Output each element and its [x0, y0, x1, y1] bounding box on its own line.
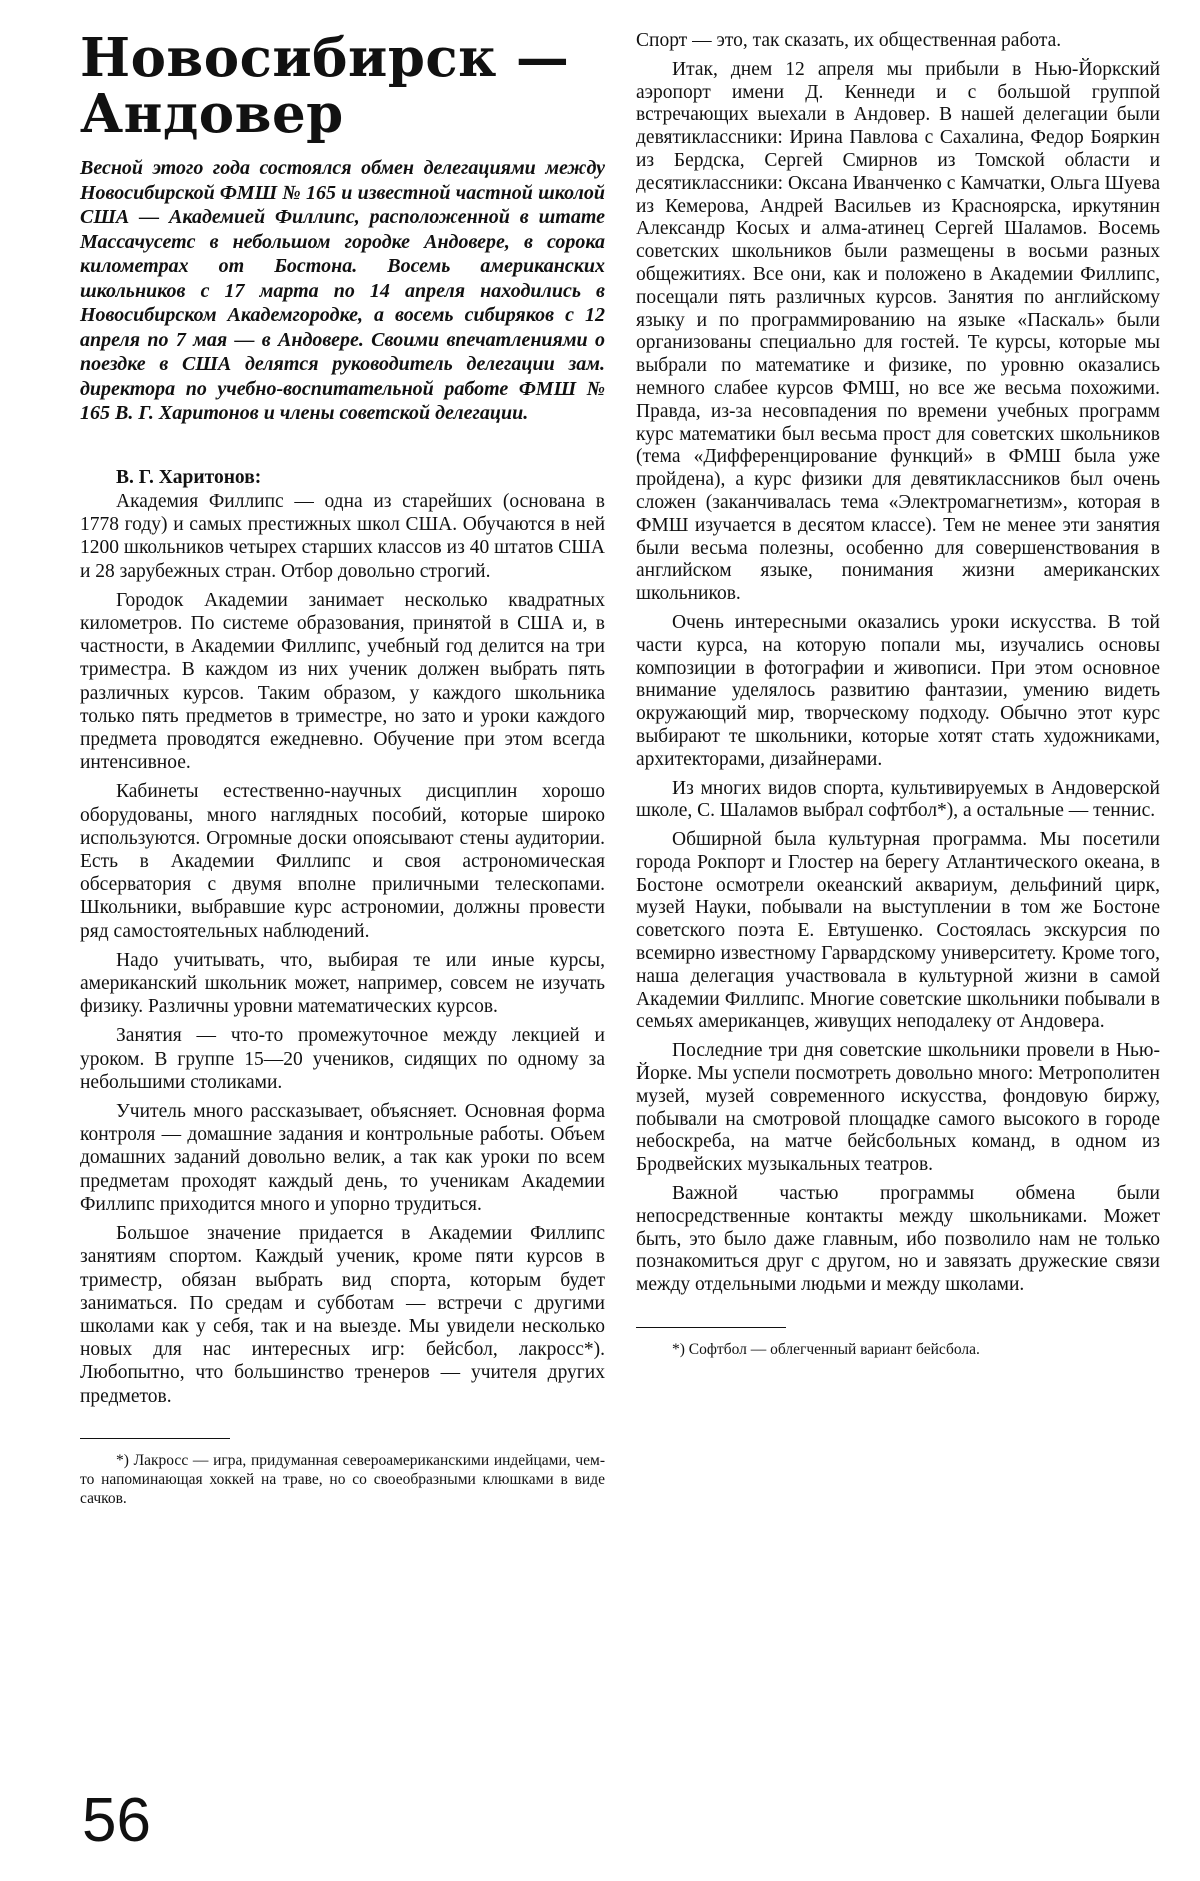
paragraph: Последние три дня советские школьники провели в Нью-Йорке. Мы успели посмотреть довольно много: Метрополитен музей, музей современного искусства, фондовую биржу, побывали на смотровой площадке самого высокого в городе небоскреба, на матче бейсбольных команд, в одном из Бродвейских музыкальных театров. [636, 1040, 1160, 1176]
paragraph: Кабинеты естественно-научных дисциплин хорошо оборудованы, много наглядных пособий, которые широко используются. Огромные доски опоясывают стены аудитории. Есть в Академии Филлипс и своя астрономическая обсерватория с двумя вполне приличными телескопами. Школьники, выбравшие курс астрономии, должны провести ряд самостоятельных наблюдений. [80, 781, 605, 942]
title-line-2: Андовер [80, 83, 344, 145]
paragraph: Занятия — что-то промежуточное между лекцией и уроком. В группе 15—20 учеников, сидящих по одному за небольшими столиками. [80, 1025, 605, 1093]
right-column [636, 30, 1160, 1359]
author-name: В. Г. Харитонов: [116, 466, 262, 488]
paragraph: Обширной была культурная программа. Мы посетили города Рокпорт и Глостер на берегу Атлантического океана, в Бостоне осмотрели океанский аквариум, дельфиний цирк, музей Науки, побывали на выступлении в том же Бостоне советского поэта Е. Евтушенко. Состоялась экскурсия по всемирно известному Гарвардскому университету. Кроме того, наша делегация участвовала в культурной жизни в самой Академии Филлипс. Многие советские школьники побывали в семьях американцев, живущих неподалеку от Андовера. [636, 829, 1160, 1033]
paragraph: Важной частью программы обмена были непосредственные контакты между школьниками. Может быть, это было даже главным, ибо позволило нам не только познакомиться друг с другом, но и завязать дружеские связи между отдельными людьми и между школами. [636, 1183, 1160, 1296]
paragraph: Очень интересными оказались уроки искусства. В той части курса, на которую попали мы, изучались основы композиции в фотографии и живописи. При этом основное внимание уделялось развитию фантазии, умению видеть окружающий мир, творческому подходу. Обычно этот курс выбирают те школьники, которые хотят стать художниками, архитекторами, дизайнерами. [636, 611, 1160, 770]
paragraph: Учитель много рассказывает, объясняет. Основная форма контроля — домашние задания и контрольные работы. Объем домашних заданий довольно велик, а так как уроки по всем предметам проходят каждый день, то ученикам Академии Филлипс приходится много и упорно трудиться. [80, 1101, 605, 1215]
page-number: 56 [82, 1786, 151, 1855]
article-intro: Весной этого года состоялся обмен делегациями между Новосибирской ФМШ № 165 и известной частной школой США — Академией Филлипс, расположенной в штате Массачусетс в небольшом городке Андовере, в сорока километрах от Бостона. Восемь американских школьников с 17 марта по 14 апреля находились в Новосибирском Академгородке, а восемь сибиряков с 12 апреля по 7 мая — в Андовере. Своими впечатлениями о поездке в США делятся руководитель делегации зам. директора по учебно-воспитательной работе ФМШ № 165 В. Г. Харитонов и члены советской делегации. [80, 157, 605, 424]
footnote-lacrosse: *) Лакросс — игра, придуманная североамериканскими индейцами, чем-то напоминающая хоккей на траве, но со своеобразными клюшками в виде сачков. [80, 1451, 605, 1507]
title-line-1: Новосибирск — [80, 27, 570, 89]
footnote-divider [80, 1438, 230, 1439]
paragraph-continuation: Спорт — это, так сказать, их общественная работа. [636, 30, 1062, 51]
footnote-softball: *) Софтбол — облегченный вариант бейсбола. [672, 1341, 980, 1359]
paragraph: Из многих видов спорта, культивируемых в Андоверской школе, С. Шаламов выбрал софтбол*), а остальные — теннис. [636, 777, 1160, 822]
paragraph: Академия Филлипс — одна из старейших (основана в 1778 году) и самых престижных школ США. Обучаются в ней 1200 школьников четырех старших классов из 40 штатов США и 28 зарубежных стран. Отбор довольно строгий. [80, 491, 605, 582]
article-title [80, 27, 605, 145]
left-column [80, 27, 605, 1508]
paragraph: Городок Академии занимает несколько квадратных километров. По системе образования, принятой в США и, в частности, в Академии Филлипс, учебный год делится на три триместра. В каждом из них ученик должен выбрать пять различных курсов. Таким образом, у каждого школьника только пять предметов в триместре, но зато и уроки каждого предмета проводятся ежедневно. Обучение при этом всегда интенсивное. [80, 589, 605, 774]
paragraph: Надо учитывать, что, выбирая те или иные курсы, американский школьник может, например, совсем не изучать физику. Различны уровни математических курсов. [80, 949, 605, 1018]
paragraph: Большое значение придается в Академии Филлипс занятиям спортом. Каждый ученик, кроме пяти курсов в триместр, обязан выбрать вид спорта, которым будет заниматься. По средам и субботам — встречи с другими школами как у себя, так и на выезде. Мы увидели несколько новых для нас интересных игр: бейсбол, лакросс*). Любопытно, что большинство тренеров — учителя других предметов. [80, 1223, 605, 1407]
footnote-divider [636, 1327, 786, 1328]
paragraph: Итак, днем 12 апреля мы прибыли в Нью-Йоркский аэропорт имени Д. Кеннеди и с большой группой встречающих выехали в Андовер. В нашей делегации были девятиклассники: Ирина Павлова с Сахалина, Федор Бояркин из Бердска, Сергей Смирнов из Томской области и десятиклассники: Оксана Иванченко с Камчатки, Ольга Шуева из Кемерова, Андрей Васильев из Красноярска, иркутянин Александр Косых и алма-атинец Сергей Шаламов. Восемь советских школьников были размещены в восьми разных общежитиях. Все они, как и положено в Академии Филлипс, посещали пять различных курсов. Занятия по английскому языку и по программированию на языке «Паскаль» были организованы специально для гостей. Те курсы, которые мы выбрали по математике и физике, по уровню оказались немного слабее курсов ФМШ, но все же весьма похожими. Правда, из-за несовпадения по времени учебных программ курс математики был весьма прост для советских школьников (тема «Дифференцирование функций» в ФМШ была уже пройдена), а курс физики для девятиклассников был очень сложен (заканчивалась тема «Электромагнетизм», которая в ФМШ изучается в десятом классе). Тем не менее эти занятия были весьма полезны, особенно для совершенствования в английском языке, понимания жизни американских школьников. [636, 58, 1160, 605]
